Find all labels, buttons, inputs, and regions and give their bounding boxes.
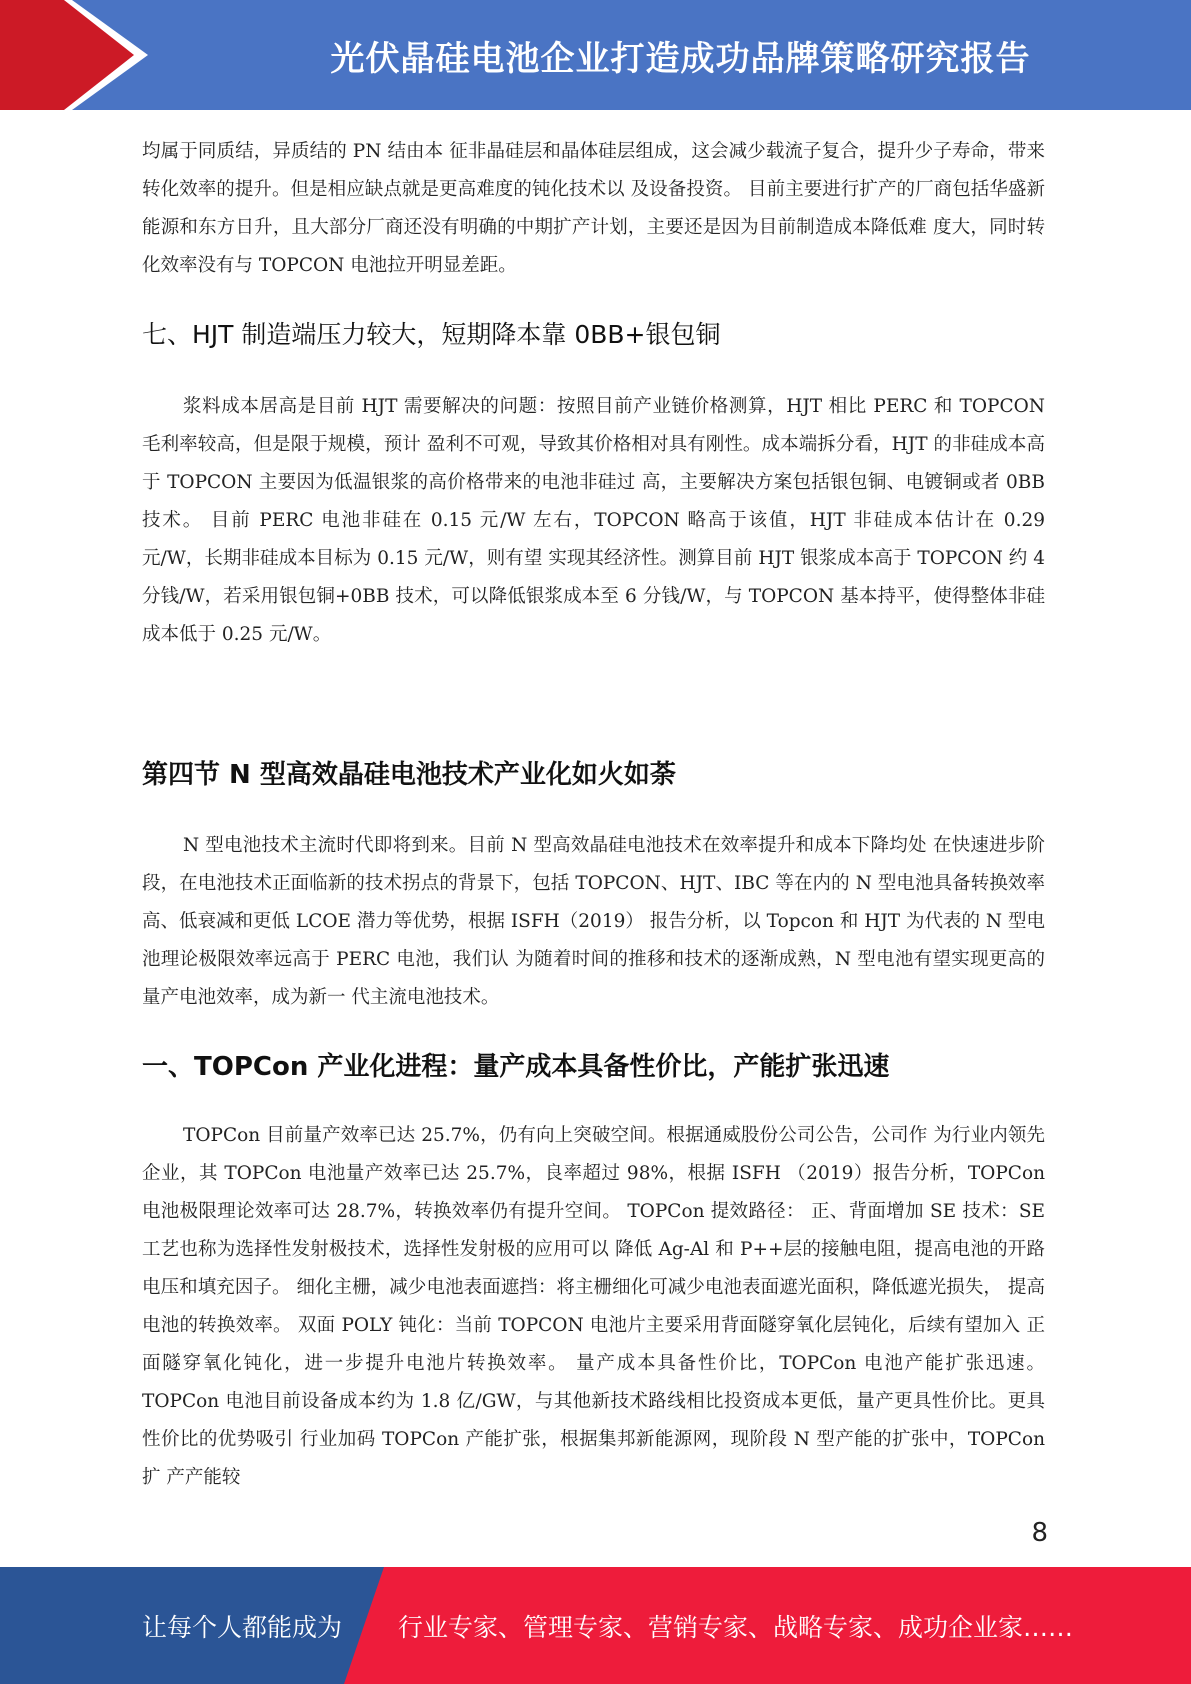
paragraph-n-type-trend — [142, 827, 1045, 1017]
paragraph-topcon-efficiency — [142, 1117, 1045, 1497]
heading-hjt-cost-pressure: 七、HJT 制造端压力较大，短期降本靠 0BB+银包铜 — [142, 320, 721, 349]
paragraph-text: N 型电池技术主流时代即将到来。目前 N 型高效晶硅电池技术在效率提升和成本下降均处 在快速进步阶段，在电池技术正面临新的技术拐点的背景下，包括 TOPCON、HJT、IBC 等在内的 N 型电池具备转换效率高、低衰减和更低 LCOE 潜力等优势，根据 ISFH（2019） 报告分析，以 Topcon 和 HJT 为代表的 N 型电池理论极限效率远高于 PERC 电池，我们认 为随着时间的推移和技术的逐渐成熟，N 型电池有望实现更高的量产电池效率，成为新一 代主流电池技术。 — [142, 835, 1045, 1008]
footer-slogan-left: 让每个人都能成为 — [142, 1612, 343, 1642]
footer-banner — [0, 1567, 1191, 1684]
paragraph-hjt-cost — [142, 388, 1045, 654]
paragraph-text: 浆料成本居高是目前 HJT 需要解决的问题：按照目前产业链价格测算，HJT 相比 PERC 和 TOPCON 毛利率较高，但是限于规模，预计 盈利不可观，导致其价格相对具有刚性。成本端拆分看，HJT 的非硅成本高于 TOPCON 主要因为低温银浆的高价格带来的电池非硅过 高，主要解决方案包括银包铜、电镀铜或者 0BB 技术。 目前 PERC 电池非硅在 0.15 元/W 左右，TOPCON 略高于该值，HJT 非硅成本估计在 0.29 元/W，长期非硅成本目标为 0.15 元/W，则有望 实现其经济性。测算目前 HJT 银浆成本高于 TOPCON 约 4 分钱/W，若采用银包铜+0BB 技术，可以降低银浆成本至 6 分钱/W，与 TOPCON 基本持平，使得整体非硅成本低于 0.25 元/W。 — [142, 396, 1045, 645]
footer-slogan-right: 行业专家、管理专家、营销专家、战略专家、成功企业家…… — [398, 1612, 1074, 1642]
header-banner — [0, 0, 1191, 110]
page-number: 8 — [1031, 1518, 1048, 1548]
heading-topcon-industrialization: 一、TOPCon 产业化进程：量产成本具备性价比，产能扩张迅速 — [142, 1052, 890, 1082]
paragraph-heterojunction — [142, 133, 1045, 285]
paragraph-text: 均属于同质结，异质结的 PN 结由本 征非晶硅层和晶体硅层组成，这会减少载流子复合，提升少子寿命，带来转化效率的提升。但是相应缺点就是更高难度的钝化技术以 及设备投资。 目前主要进行扩产的厂商包括华盛新能源和东方日升，且大部分厂商还没有明确的中期扩产计划，主要还是因为目前制造成本降低难 度大，同时转化效率没有与 TOPCON 电池拉开明显差距。 — [142, 141, 1045, 276]
paragraph-text: TOPCon 目前量产效率已达 25.7%，仍有向上突破空间。根据通威股份公司公告，公司作 为行业内领先企业，其 TOPCon 电池量产效率已达 25.7%，良率超过 98%，根据 ISFH （2019）报告分析，TOPCon 电池极限理论效率可达 28.7%，转换效率仍有提升空间。 TOPCon 提效路径： 正、背面增加 SE 技术：SE 工艺也称为选择性发射极技术，选择性发射极的应用可以 降低 Ag-Al 和 P++层的接触电阻，提高电池的开路电压和填充因子。 细化主栅，减少电池表面遮挡：将主栅细化可减少电池表面遮光面积，降低遮光损失， 提高电池的转换效率。 双面 POLY 钝化：当前 TOPCON 电池片主要采用背面隧穿氧化层钝化，后续有望加入 正面隧穿氧化钝化，进一步提升电池片转换效率。 量产成本具备性价比，TOPCon 电池产能扩张迅速。TOPCon 电池目前设备成本约为 1.8 亿/GW，与其他新技术路线相比投资成本更低，量产更具性价比。更具性价比的优势吸引 行业加码 TOPCon 产能扩张，根据集邦新能源网，现阶段 N 型产能的扩张中，TOPCon 扩 产产能较 — [142, 1125, 1045, 1488]
report-title: 光伏晶硅电池企业打造成功品牌策略研究报告 — [330, 38, 1031, 79]
section-heading-n-type: 第四节 N 型高效晶硅电池技术产业化如火如荼 — [142, 760, 676, 790]
